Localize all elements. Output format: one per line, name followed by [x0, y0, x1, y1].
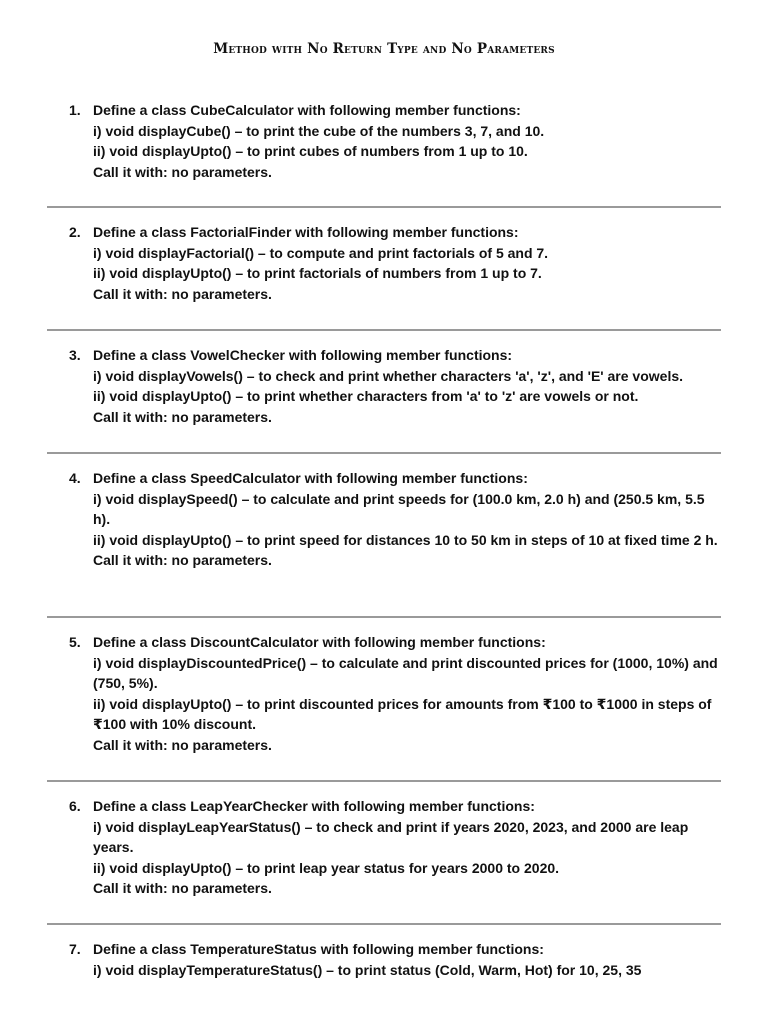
question-body	[93, 100, 723, 182]
question-number: 2.	[69, 224, 81, 240]
function-line-2: ii) void displayUpto() – to print factorials of numbers from 1 up to 7.	[93, 265, 542, 282]
function-line-2: ii) void displayUpto() – to print leap year status for years 2000 to 2020.	[93, 859, 560, 876]
question-number: 6.	[69, 798, 81, 814]
section-divider	[47, 206, 721, 208]
question-number: 5.	[69, 634, 81, 650]
function-line-1: i) void displayTemperatureStatus() – to print status (Cold, Warm, Hot) for 10, 25, 35	[93, 961, 642, 978]
function-line-1: i) void displayCube() – to print the cube of the numbers 3, 7, and 10.	[93, 122, 545, 139]
function-line-1: i) void displayLeapYearStatus() – to check and print if years 2020, 2023, and 2000 are leap years.	[93, 818, 689, 856]
section-divider	[47, 780, 721, 782]
call-instruction: Call it with: no parameters.	[93, 163, 272, 180]
function-line-2: ii) void displayUpto() – to print cubes of numbers from 1 up to 10.	[93, 143, 528, 160]
call-instruction: Call it with: no parameters.	[93, 285, 272, 302]
question-body	[93, 468, 723, 571]
function-line-2: ii) void displayUpto() – to print discounted prices for amounts from ₹100 to ₹1000 in steps of ₹100 with 10% discount.	[93, 695, 712, 733]
call-instruction: Call it with: no parameters.	[93, 880, 272, 897]
section-divider	[47, 329, 721, 331]
question-header: Define a class VowelChecker with following member functions:	[93, 347, 513, 363]
question-body	[93, 632, 723, 756]
question-body	[93, 939, 723, 980]
function-line-1: i) void displaySpeed() – to calculate and print speeds for (100.0 km, 2.0 h) and (250.5 km, 5.5 h).	[93, 490, 705, 528]
question-body	[93, 222, 723, 304]
section-divider	[47, 452, 721, 454]
question-number: 7.	[69, 941, 81, 957]
section-divider	[47, 923, 721, 925]
question-header: Define a class LeapYearChecker with following member functions:	[93, 798, 535, 814]
page-title: Method with No Return Type and No Parameters	[213, 41, 555, 57]
question-number: 3.	[69, 347, 81, 363]
call-instruction: Call it with: no parameters.	[93, 408, 272, 425]
function-line-1: i) void displayDiscountedPrice() – to calculate and print discounted prices for (1000, 10%) and (750, 5%).	[93, 654, 718, 692]
function-line-1: i) void displayVowels() – to check and print whether characters 'a', 'z', and 'E' are vowels.	[93, 367, 684, 384]
question-header: Define a class TemperatureStatus with following member functions:	[93, 941, 544, 957]
section-divider	[47, 616, 721, 618]
function-line-2: ii) void displayUpto() – to print speed for distances 10 to 50 km in steps of 10 at fixed time 2 h.	[93, 531, 718, 548]
question-header: Define a class DiscountCalculator with following member functions:	[93, 634, 546, 650]
question-header: Define a class CubeCalculator with following member functions:	[93, 102, 521, 118]
call-instruction: Call it with: no parameters.	[93, 736, 272, 753]
call-instruction: Call it with: no parameters.	[93, 552, 272, 569]
question-header: Define a class SpeedCalculator with following member functions:	[93, 470, 528, 486]
question-number: 4.	[69, 470, 81, 486]
question-number: 1.	[69, 102, 81, 118]
function-line-2: ii) void displayUpto() – to print whether characters from 'a' to 'z' are vowels or not.	[93, 388, 639, 405]
question-header: Define a class FactorialFinder with following member functions:	[93, 224, 519, 240]
question-body	[93, 796, 723, 899]
question-body	[93, 345, 723, 427]
function-line-1: i) void displayFactorial() – to compute and print factorials of 5 and 7.	[93, 244, 549, 261]
